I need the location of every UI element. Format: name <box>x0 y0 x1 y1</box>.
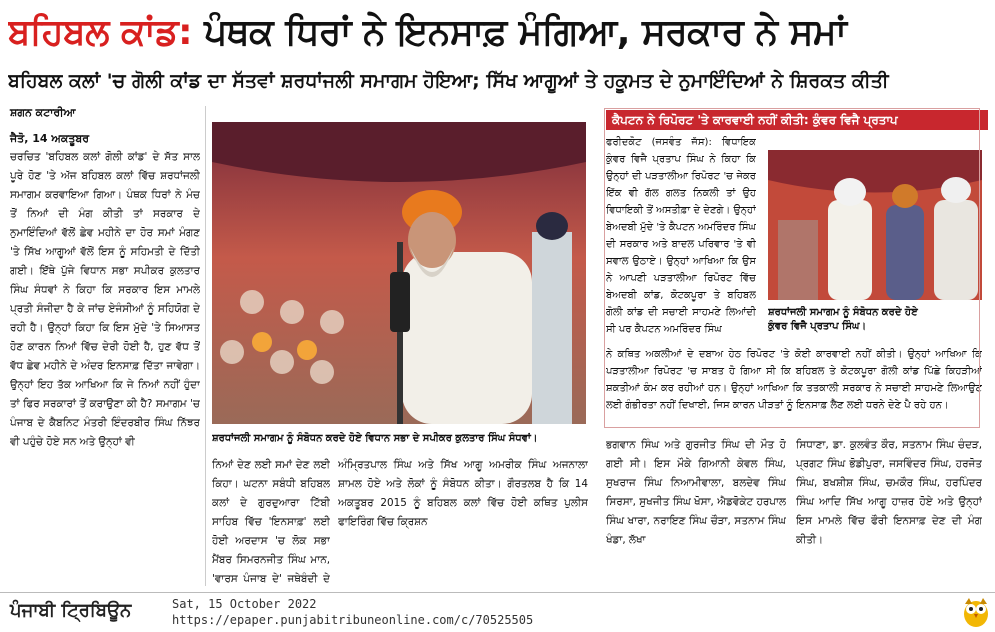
headline <box>8 4 988 62</box>
article-column-1: ਚਰਚਿਤ 'ਬਹਿਬਲ ਕਲਾਂ ਗੋਲੀ ਕਾਂਡ' ਦੇ ਸੱਤ ਸਾਲ ਪੂਰੇ ਹੋਣ 'ਤੇ ਅੱਜ ਬਹਿਬਲ ਕਲਾਂ ਵਿੱਚ ਸ਼ਰਧਾਂਜਲੀ ਸਮਾਗਮ ਕਰਵਾਇਆ ਗਿਆ। ਪੰਥਕ ਧਿਰਾਂ ਨੇ ਮੰਚ ਤੋਂ ਨਿਆਂ ਦੀ ਮੰਗ ਕੀਤੀ ਤਾਂ ਸਰਕਾਰ ਦੇ ਨੁਮਾਇੰਦਿਆਂ ਵੱਲੋਂ ਛੇਵ ਮਹੀਨੇ ਦਾ ਹੋਰ ਸਮਾਂ ਮੰਗਣ 'ਤੇ ਸਿੱਖ ਆਗੂਆਂ ਵੱਲੋਂ ਇਸ ਨੂੰ ਸਹਿਮਤੀ ਦੇ ਦਿੱਤੀ ਗਈ। ਇੱਥੇ ਪੁੱਜੇ ਵਿਧਾਨ ਸਭਾ ਸਪੀਕਰ ਕੁਲਤਾਰ ਸਿੰਘ ਸੰਧਵਾਂ ਨੇ ਕਿਹਾ ਕਿ ਸਰਕਾਰ ਇਸ ਮਾਮਲੇ ਪ੍ਰਤੀ ਸੰਜੀਦਾ ਹੈ ਕੇ ਜਾਂਚ ਏਜੰਸੀਆਂ ਨੂੰ ਸਹਿਯੋਗ ਦੇ ਰਹੀ ਹੈ। ਉਨ੍ਹਾਂ ਕਿਹਾ ਕਿ ਇਸ ਮੁੱਦੇ 'ਤੇ ਸਿਆਸਤ ਹੋਣ ਕਾਰਨ ਨਿਆਂ ਵਿੱਚ ਦੇਰੀ ਹੋਈ ਹੈ, ਹੁਣ ਵੱਧ ਤੋਂ ਵੱਧ ਛੇਵ ਮਹੀਨੇ ਦੇ ਅੰਦਰ ਇਨਸਾਫ਼ ਦਿੱਤਾ ਜਾਵੇਗਾ। ਉਨ੍ਹਾਂ ਇਹ ਤੱਕ ਆਖਿਆ ਕਿ ਜੇ ਨਿਆਂ ਨਹੀਂ ਹੁੰਦਾ ਤਾਂ ਫਿਰ ਸਰਕਾਰਾਂ ਤੋਂ ਕਰਾਉਣਾ ਕੀ ਹੈ? ਸਮਾਗਮ 'ਚ ਪੰਜਾਬ ਦੇ ਕੈਬਨਿਟ ਮੰਤਰੀ ਇੰਦਰਬੀਰ ਸਿੰਘ ਨਿੱਝਰ ਵੀ ਪਹੁੰਚੇ ਹੋਏ ਸਨ ਅਤੇ ਉਨ੍ਹਾਂ ਵੀ <box>10 151 200 448</box>
sidebar-title: ਕੈਪਟਨ ਨੇ ਰਿਪੋਰਟ 'ਤੇ ਕਾਰਵਾਈ ਨਹੀਂ ਕੀਤੀ: ਕੁੰਵਰ ਵਿਜੈ ਪ੍ਰਤਾਪ <box>606 110 988 130</box>
article-column-5: ਸਿਧਾਣਾ, ਡਾ. ਕੁਲਵੰਤ ਕੌਰ, ਸਤਨਾਮ ਸਿੰਘ ਚੰਦੜ, ਪ੍ਰਗਟ ਸਿੰਘ ਭੋਡੀਪੁਰਾ, ਜਸਵਿੰਦਰ ਸਿੰਘ, ਹਰਜੋਤ ਸਿੰਘ, ਬਖਸ਼ੀਸ਼ ਸਿੰਘ, ਚਮਕੌਰ ਸਿੰਘ, ਹਰਪਿੰਦਰ ਸਿੰਘ ਆਦਿ ਸਿੱਖ ਆਗੂ ਹਾਜ਼ਰ ਹੋਏ ਅਤੇ ਉਨ੍ਹਾਂ ਇਸ ਮਾਮਲੇ ਵਿੱਚ ਫੌਰੀ ਇਨਸਾਫ਼ ਦੇਣ ਦੀ ਮੰਗ ਕੀਤੀ। <box>796 439 982 546</box>
article-column-4: ਭਗਵਾਨ ਸਿੰਘ ਅਤੇ ਗੁਰਜੀਤ ਸਿੰਘ ਦੀ ਮੌਤ ਹੋ ਗਈ ਸੀ। ਇਸ ਮੌਕੇ ਗਿਆਨੀ ਕੇਵਲ ਸਿੰਘ, ਸੁਖਰਾਜ ਸਿੰਘ ਨਿਆਮੀਵਾਲਾ, ਬਲਦੇਵ ਸਿੰਘ ਸਿਰਸਾ, ਸੁਖਜੀਤ ਸਿੰਘ ਖੋਸਾ, ਐਡਵੋਕੇਟ ਹਰਪਾਲ ਸਿੰਘ ਖਾਰਾ, ਨਰਾਇਣ ਸਿੰਘ ਚੌੜਾ, ਸਤਨਾਮ ਸਿੰਘ ਖੰਡਾ, ਲੱਖਾ <box>606 439 786 546</box>
sidebar-photo-caption-1: ਸ਼ਰਧਾਂਜਲੀ ਸਮਾਗਮ ਨੂੰ ਸੰਬੋਧਨ ਕਰਦੇ ਹੋਏ <box>768 307 918 318</box>
headline-red: ਬਹਿਬਲ ਕਾਂਡ: <box>8 12 193 53</box>
sidebar-text-wide: ਨੇ ਕਥਿਤ ਅਕਲੀਆਂ ਦੇ ਦਬਾਅ ਹੇਠ ਰਿਪੋਰਟ 'ਤੇ ਕੋਈ ਕਾਰਵਾਈ ਨਹੀਂ ਕੀਤੀ। ਉਨ੍ਹਾਂ ਆਖਿਆ ਕਿ ਪੜਤਾਲੀਆ ਰਿਪੋਰਟ 'ਚ ਸਾਬਤ ਹੋ ਗਿਆ ਸੀ ਕਿ ਬਹਿਬਲ ਤੇ ਕੋਟਕਪੂਰਾ ਗੋਲੀ ਕਾਂਡ ਪਿੱਛੇ ਕਿਹੜੀਆਂ ਸ਼ਕਤੀਆਂ ਕੰਮ ਕਰ ਰਹੀਆਂ ਹਨ। ਉਨ੍ਹਾਂ ਆਖਿਆ ਕਿ ਤਤਕਾਲੀ ਸਰਕਾਰ ਨੇ ਸਚਾਈ ਸਾਹਮਣੇ ਲਿਆਉਣ ਲਈ ਗੰਭੀਰਤਾ ਨਹੀਂ ਦਿਖਾਈ, ਜਿਸ ਕਾਰਨ ਪੀੜਤਾਂ ਨੂੰ ਇਨਸਾਫ਼ ਲੈਣ ਲਈ ਧਰਨੇ ਦੇਣੇ ਪੈ ਰਹੇ ਹਨ। <box>606 349 982 411</box>
article-column-2: ਨਿਆਂ ਦੇਣ ਲਈ ਸਮਾਂ ਦੇਣ ਲਈ ਕਿਹਾ। ਘਟਨਾ ਸਬੰਧੀ ਬਹਿਬਲ ਕਲਾਂ ਦੇ ਗੁਰਦੁਆਰਾ ਟਿੱਬੀ ਸਾਹਿਬ ਵਿੱਚ 'ਇਨਸਾਫ਼' ਲਈ ਹੋਈ ਅਰਦਾਸ 'ਚ ਲੋਕ ਸਭਾ ਮੈਂਬਰ ਸਿਮਰਨਜੀਤ ਸਿੰਘ ਮਾਨ, 'ਵਾਰਸ ਪੰਜਾਬ ਦੇ' ਜਥੇਬੰਦੀ ਦੇ <box>212 459 330 585</box>
byline-dateline: ਜੈਤੋ, 14 ਅਕਤੂਬਰ <box>10 132 90 145</box>
footer-brand: ਪੰਜਾਬੀ ਟ੍ਰਿਬਿਊਨ <box>10 600 132 621</box>
footer-divider <box>0 592 995 593</box>
main-photo-illustration <box>212 122 586 424</box>
footer-url[interactable]: https://epaper.punjabitribuneonline.com/c/70525505 <box>172 613 534 627</box>
sidebar-text: ਫਰੀਦਕੋਟ (ਜਸਵੰਤ ਜੱਸ): ਵਿਧਾਇਕ ਕੁੰਵਰ ਵਿਜੈ ਪ੍ਰਤਾਪ ਸਿੰਘ ਨੇ ਕਿਹਾ ਕਿ ਉਨ੍ਹਾਂ ਦੀ ਪੜਤਾਲੀਆ ਰਿਪੋਰਟ 'ਚ ਜੇਕਰ ਇੱਕ ਵੀ ਗੱਲ ਗਲਤ ਨਿਕਲੀ ਤਾਂ ਉਹ ਵਿਧਾਇਕੀ ਤੋਂ ਅਸਤੀਫ਼ਾ ਦੇ ਦੇਣਗੇ। ਉਨ੍ਹਾਂ ਬੇਅਦਬੀ ਮੁੱਦੇ 'ਤੇ ਕੈਪਟਨ ਅਮਰਿੰਦਰ ਸਿੰਘ ਦੀ ਸਰਕਾਰ ਅਤੇ ਬਾਦਲ ਪਰਿਵਾਰ 'ਤੇ ਵੀ ਸਵਾਲ ਉਠਾਏ। ਉਨ੍ਹਾਂ ਆਖਿਆ ਕਿ ਉਸ ਨੇ ਆਪਣੀ ਪੜਤਾਲੀਆ ਰਿਪੋਰਟ ਵਿੱਚ ਬੇਅਦਬੀ ਕਾਂਡ, ਕੋਟਕਪੂਰਾ ਤੇ ਬਹਿਬਲ ਗੋਲੀ ਕਾਂਡ ਦੀ ਸਚਾਈ ਸਾਹਮਣੇ ਲਿਆਂਦੀ ਸੀ ਪਰ ਕੈਪਟਨ ਅਮਰਿੰਦਰ ਸਿੰਘ <box>606 137 756 334</box>
owl-mascot-icon <box>962 596 990 628</box>
column-divider <box>205 106 206 586</box>
headline-black: ਪੰਥਕ ਧਿਰਾਂ ਨੇ ਇਨਸਾਫ਼ ਮੰਗਿਆ, ਸਰਕਾਰ ਨੇ ਸਮਾਂ <box>192 12 847 53</box>
main-photo <box>212 122 586 424</box>
sidebar-photo-caption-2: ਕੁੰਵਰ ਵਿਜੈ ਪ੍ਰਤਾਪ ਸਿੰਘ। <box>768 321 867 332</box>
article-column-3: ਅੰਮ੍ਰਿਤਪਾਲ ਸਿੰਘ ਅਤੇ ਸਿੱਖ ਆਗੂ ਅਮਰੀਕ ਸਿੰਘ ਅਜਨਾਲਾ ਸ਼ਾਮਲ ਹੋਏ ਅਤੇ ਲੋਕਾਂ ਨੂੰ ਸੰਬੋਧਨ ਕੀਤਾ। ਗੌਰਤਲਬ ਹੈ ਕਿ 14 ਅਕਤੂਬਰ 2015 ਨੂੰ ਬਹਿਬਲ ਕਲਾਂ ਵਿੱਚ ਹੋਈ ਕਥਿਤ ਪੁਲੀਸ ਫਾਇਰਿੰਗ ਵਿੱਚ ਕ੍ਰਿਸ਼ਨ <box>338 459 588 528</box>
byline-author: ਸ਼ਗਨ ਕਟਾਰੀਆ <box>10 106 76 119</box>
sidebar-box <box>604 108 980 428</box>
footer-date: Sat, 15 October 2022 <box>172 597 317 611</box>
main-photo-caption: ਸ਼ਰਧਾਂਜਲੀ ਸਮਾਗਮ ਨੂੰ ਸੰਬੋਧਨ ਕਰਦੇ ਹੋਏ ਵਿਧਾਨ ਸਭਾ ਦੇ ਸਪੀਕਰ ਕੁਲਤਾਰ ਸਿੰਘ ਸੰਧਵਾਂ। <box>212 433 538 444</box>
subheadline: ਬਹਿਬਲ ਕਲਾਂ 'ਚ ਗੋਲੀ ਕਾਂਡ ਦਾ ਸੱਤਵਾਂ ਸ਼ਰਧਾਂਜਲੀ ਸਮਾਗਮ ਹੋਇਆ; ਸਿੱਖ ਆਗੂਆਂ ਤੇ ਹਕੂਮਤ ਦੇ ਨੁਮਾਇੰਦਿਆਂ ਨੇ ਸ਼ਿਰਕਤ ਕੀਤੀ <box>8 70 889 92</box>
